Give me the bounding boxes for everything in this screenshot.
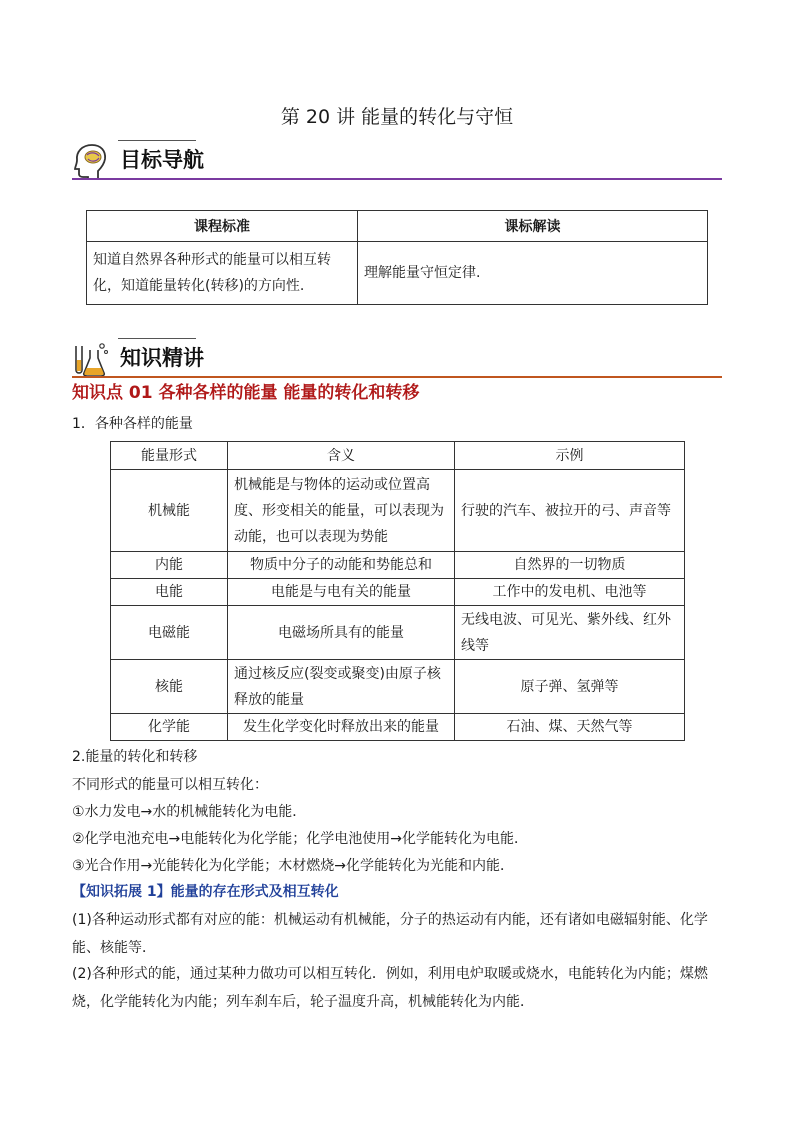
section-topline — [118, 338, 196, 339]
table-cell: 知道自然界各种形式的能量可以相互转化，知道能量转化(转移)的方向性. — [87, 242, 358, 305]
subheading: 2.能量的转化和转移 — [72, 749, 198, 765]
table-row — [111, 579, 685, 606]
table-header-row — [87, 211, 708, 242]
table-cell: 自然界的一切物质 — [455, 552, 685, 579]
table-cell: 电能 — [111, 579, 228, 606]
table-cell: 物质中分子的动能和势能总和 — [228, 552, 455, 579]
page-title: 第 20 讲 能量的转化与守恒 — [280, 106, 514, 128]
list-item: ②化学电池充电→电能转化为化学能；化学电池使用→化学能转化为电能． — [72, 831, 529, 847]
table-cell: 化学能 — [111, 714, 228, 741]
table-cell: 电磁场所具有的能量 — [228, 606, 455, 660]
table-row — [111, 714, 685, 741]
table-cell: 理解能量守恒定律. — [358, 242, 708, 305]
table-header-cell: 能量形式 — [111, 442, 228, 470]
table-cell: 机械能 — [111, 470, 228, 552]
table-cell: 电磁能 — [111, 606, 228, 660]
list-item: ①水力发电→水的机械能转化为电能． — [72, 804, 307, 820]
section-rule — [72, 376, 722, 378]
section-goal-header — [72, 140, 722, 180]
goal-table — [86, 210, 708, 305]
table-cell: 电能是与电有关的能量 — [228, 579, 455, 606]
table-cell: 石油、煤、天然气等 — [455, 714, 685, 741]
table-cell: 内能 — [111, 552, 228, 579]
section-topline — [118, 140, 196, 141]
table-cell: 机械能是与物体的运动或位置高度、形变相关的能量，可以表现为动能，也可以表现为势能 — [228, 470, 455, 552]
knowledge-point-title: 知识点 01 各种各样的能量 能量的转化和转移 — [72, 383, 420, 403]
paragraph: 不同形式的能量可以相互转化： — [72, 777, 268, 793]
energy-table — [110, 441, 685, 741]
table-header-cell: 课程标准 — [87, 211, 358, 242]
table-row — [111, 552, 685, 579]
table-row — [111, 470, 685, 552]
table-row — [87, 242, 708, 305]
subheading: 1．各种各样的能量 — [72, 416, 193, 432]
table-cell: 通过核反应(裂变或聚变)由原子核释放的能量 — [228, 660, 455, 714]
brain-icon — [72, 142, 112, 180]
section-goal-label: 目标导航 — [120, 148, 204, 172]
section-knowledge-header — [72, 338, 722, 378]
section-rule — [72, 178, 722, 180]
table-row — [111, 660, 685, 714]
paragraph: (2)各种形式的能，通过某种力做功可以相互转化．例如，利用电炉取暖或烧水，电能转化为内能；煤燃烧，化学能转化为内能；列车刹车后，轮子温度升高，机械能转化为内能． — [72, 966, 708, 1010]
table-cell: 工作中的发电机、电池等 — [455, 579, 685, 606]
table-header-row — [111, 442, 685, 470]
table-header-cell: 课标解读 — [358, 211, 708, 242]
section-knowledge-label: 知识精讲 — [120, 346, 204, 370]
table-cell: 无线电波、可见光、紫外线、红外线等 — [455, 606, 685, 660]
table-cell: 行驶的汽车、被拉开的弓、声音等 — [455, 470, 685, 552]
table-row — [111, 606, 685, 660]
extension-title: 【知识拓展 1】能量的存在形式及相互转化 — [72, 884, 339, 900]
paragraph: (1)各种运动形式都有对应的能：机械运动有机械能，分子的热运动有内能，还有诸如电磁辐射能、化学能、核能等． — [72, 912, 708, 956]
table-cell: 发生化学变化时释放出来的能量 — [228, 714, 455, 741]
list-item: ③光合作用→光能转化为化学能；木材燃烧→化学能转化为光能和内能． — [72, 858, 515, 874]
table-cell: 核能 — [111, 660, 228, 714]
table-header-cell: 示例 — [455, 442, 685, 470]
table-cell: 原子弹、氢弹等 — [455, 660, 685, 714]
flask-icon — [72, 340, 112, 378]
table-header-cell: 含义 — [228, 442, 455, 470]
